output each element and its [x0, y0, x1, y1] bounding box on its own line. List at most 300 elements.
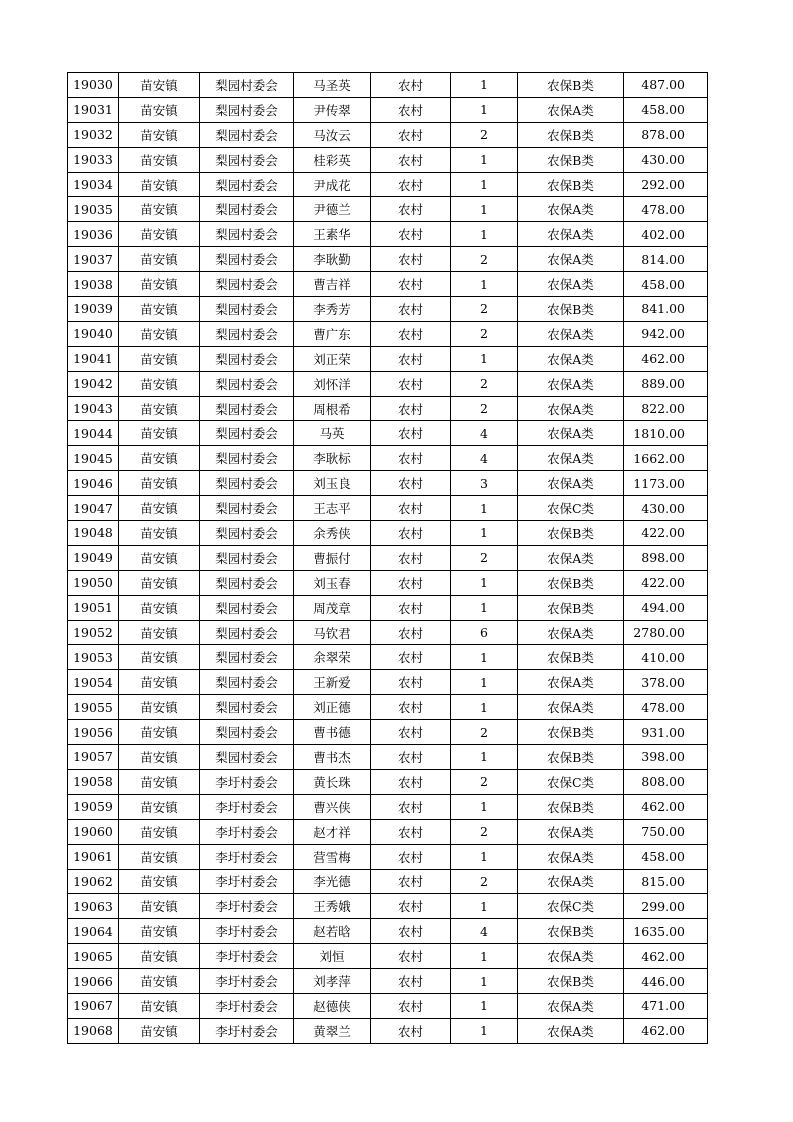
amount-cell: 750.00 — [624, 819, 708, 844]
member-count-cell: 1 — [451, 993, 518, 1018]
name-cell: 曹书杰 — [294, 745, 371, 770]
table-row — [68, 969, 708, 994]
town-cell: 苗安镇 — [119, 396, 200, 421]
village-committee-cell: 梨园村委会 — [200, 720, 294, 745]
name-cell: 周茂章 — [294, 595, 371, 620]
name-cell: 李耿标 — [294, 446, 371, 471]
record-id-cell: 19059 — [68, 794, 119, 819]
amount-cell: 462.00 — [624, 794, 708, 819]
household-type-cell: 农村 — [371, 570, 451, 595]
village-committee-cell: 梨园村委会 — [200, 247, 294, 272]
member-count-cell: 1 — [451, 595, 518, 620]
table-row — [68, 570, 708, 595]
category-cell: 农保A类 — [518, 346, 624, 371]
member-count-cell: 2 — [451, 297, 518, 322]
town-cell: 苗安镇 — [119, 993, 200, 1018]
member-count-cell: 2 — [451, 769, 518, 794]
town-cell: 苗安镇 — [119, 745, 200, 770]
household-type-cell: 农村 — [371, 321, 451, 346]
town-cell: 苗安镇 — [119, 944, 200, 969]
amount-cell: 889.00 — [624, 371, 708, 396]
table-row — [68, 720, 708, 745]
table-row — [68, 371, 708, 396]
amount-cell: 1810.00 — [624, 421, 708, 446]
member-count-cell: 2 — [451, 247, 518, 272]
household-type-cell: 农村 — [371, 172, 451, 197]
table-row — [68, 844, 708, 869]
category-cell: 农保B类 — [518, 645, 624, 670]
table-row — [68, 595, 708, 620]
name-cell: 马英 — [294, 421, 371, 446]
town-cell: 苗安镇 — [119, 496, 200, 521]
record-id-cell: 19044 — [68, 421, 119, 446]
name-cell: 赵才祥 — [294, 819, 371, 844]
record-id-cell: 19035 — [68, 197, 119, 222]
record-id-cell: 19033 — [68, 147, 119, 172]
name-cell: 曹书德 — [294, 720, 371, 745]
household-type-cell: 农村 — [371, 247, 451, 272]
household-type-cell: 农村 — [371, 595, 451, 620]
town-cell: 苗安镇 — [119, 670, 200, 695]
name-cell: 赵若晗 — [294, 919, 371, 944]
household-type-cell: 农村 — [371, 97, 451, 122]
category-cell: 农保C类 — [518, 496, 624, 521]
table-row — [68, 222, 708, 247]
name-cell: 李秀芳 — [294, 297, 371, 322]
town-cell: 苗安镇 — [119, 545, 200, 570]
household-type-cell: 农村 — [371, 272, 451, 297]
table-row — [68, 272, 708, 297]
record-id-cell: 19038 — [68, 272, 119, 297]
record-id-cell: 19032 — [68, 122, 119, 147]
category-cell: 农保A类 — [518, 272, 624, 297]
amount-cell: 815.00 — [624, 869, 708, 894]
member-count-cell: 1 — [451, 969, 518, 994]
town-cell: 苗安镇 — [119, 570, 200, 595]
member-count-cell: 1 — [451, 844, 518, 869]
category-cell: 农保B类 — [518, 720, 624, 745]
record-id-cell: 19062 — [68, 869, 119, 894]
name-cell: 李耿勤 — [294, 247, 371, 272]
name-cell: 尹传翠 — [294, 97, 371, 122]
village-committee-cell: 梨园村委会 — [200, 446, 294, 471]
name-cell: 刘怀洋 — [294, 371, 371, 396]
name-cell: 曹广东 — [294, 321, 371, 346]
table-row — [68, 346, 708, 371]
town-cell: 苗安镇 — [119, 894, 200, 919]
amount-cell: 422.00 — [624, 521, 708, 546]
name-cell: 尹成花 — [294, 172, 371, 197]
category-cell: 农保A类 — [518, 545, 624, 570]
table-row — [68, 197, 708, 222]
town-cell: 苗安镇 — [119, 222, 200, 247]
village-committee-cell: 梨园村委会 — [200, 222, 294, 247]
name-cell: 黄长珠 — [294, 769, 371, 794]
member-count-cell: 1 — [451, 645, 518, 670]
household-type-cell: 农村 — [371, 794, 451, 819]
record-id-cell: 19043 — [68, 396, 119, 421]
name-cell: 王素华 — [294, 222, 371, 247]
member-count-cell: 1 — [451, 794, 518, 819]
household-type-cell: 农村 — [371, 695, 451, 720]
town-cell: 苗安镇 — [119, 297, 200, 322]
category-cell: 农保B类 — [518, 521, 624, 546]
amount-cell: 458.00 — [624, 272, 708, 297]
record-id-cell: 19060 — [68, 819, 119, 844]
record-id-cell: 19068 — [68, 1018, 119, 1043]
record-id-cell: 19051 — [68, 595, 119, 620]
member-count-cell: 1 — [451, 172, 518, 197]
category-cell: 农保B类 — [518, 969, 624, 994]
amount-cell: 462.00 — [624, 944, 708, 969]
category-cell: 农保A类 — [518, 620, 624, 645]
member-count-cell: 1 — [451, 670, 518, 695]
record-id-cell: 19034 — [68, 172, 119, 197]
town-cell: 苗安镇 — [119, 645, 200, 670]
category-cell: 农保A类 — [518, 944, 624, 969]
name-cell: 赵德侠 — [294, 993, 371, 1018]
household-type-cell: 农村 — [371, 496, 451, 521]
village-committee-cell: 李圩村委会 — [200, 869, 294, 894]
record-id-cell: 19045 — [68, 446, 119, 471]
village-committee-cell: 梨园村委会 — [200, 496, 294, 521]
town-cell: 苗安镇 — [119, 471, 200, 496]
town-cell: 苗安镇 — [119, 421, 200, 446]
amount-cell: 478.00 — [624, 197, 708, 222]
table-row — [68, 894, 708, 919]
town-cell: 苗安镇 — [119, 272, 200, 297]
household-type-cell: 农村 — [371, 745, 451, 770]
amount-cell: 898.00 — [624, 545, 708, 570]
table-row — [68, 446, 708, 471]
category-cell: 农保B类 — [518, 297, 624, 322]
category-cell: 农保A类 — [518, 1018, 624, 1043]
amount-cell: 931.00 — [624, 720, 708, 745]
record-id-cell: 19052 — [68, 620, 119, 645]
name-cell: 李光德 — [294, 869, 371, 894]
household-type-cell: 农村 — [371, 446, 451, 471]
village-committee-cell: 梨园村委会 — [200, 670, 294, 695]
table-row — [68, 670, 708, 695]
name-cell: 刘正荣 — [294, 346, 371, 371]
member-count-cell: 2 — [451, 371, 518, 396]
name-cell: 刘恒 — [294, 944, 371, 969]
town-cell: 苗安镇 — [119, 371, 200, 396]
village-committee-cell: 梨园村委会 — [200, 172, 294, 197]
record-id-cell: 19065 — [68, 944, 119, 969]
amount-cell: 942.00 — [624, 321, 708, 346]
category-cell: 农保A类 — [518, 371, 624, 396]
household-type-cell: 农村 — [371, 969, 451, 994]
table-row — [68, 122, 708, 147]
amount-cell: 446.00 — [624, 969, 708, 994]
name-cell: 桂彩英 — [294, 147, 371, 172]
record-id-cell: 19067 — [68, 993, 119, 1018]
member-count-cell: 1 — [451, 1018, 518, 1043]
village-committee-cell: 梨园村委会 — [200, 396, 294, 421]
village-committee-cell: 梨园村委会 — [200, 272, 294, 297]
household-type-cell: 农村 — [371, 944, 451, 969]
table-body — [68, 73, 708, 1044]
household-type-cell: 农村 — [371, 645, 451, 670]
village-committee-cell: 梨园村委会 — [200, 421, 294, 446]
town-cell: 苗安镇 — [119, 247, 200, 272]
village-committee-cell: 梨园村委会 — [200, 321, 294, 346]
member-count-cell: 1 — [451, 521, 518, 546]
household-type-cell: 农村 — [371, 769, 451, 794]
town-cell: 苗安镇 — [119, 197, 200, 222]
amount-cell: 299.00 — [624, 894, 708, 919]
town-cell: 苗安镇 — [119, 446, 200, 471]
member-count-cell: 1 — [451, 73, 518, 98]
table-row — [68, 794, 708, 819]
record-id-cell: 19047 — [68, 496, 119, 521]
household-type-cell: 农村 — [371, 396, 451, 421]
amount-cell: 478.00 — [624, 695, 708, 720]
household-type-cell: 农村 — [371, 844, 451, 869]
record-id-cell: 19063 — [68, 894, 119, 919]
category-cell: 农保B类 — [518, 122, 624, 147]
category-cell: 农保B类 — [518, 172, 624, 197]
amount-cell: 494.00 — [624, 595, 708, 620]
amount-cell: 458.00 — [624, 97, 708, 122]
name-cell: 王志平 — [294, 496, 371, 521]
name-cell: 尹德兰 — [294, 197, 371, 222]
name-cell: 马钦君 — [294, 620, 371, 645]
town-cell: 苗安镇 — [119, 769, 200, 794]
table-row — [68, 297, 708, 322]
village-committee-cell: 梨园村委会 — [200, 97, 294, 122]
table-row — [68, 869, 708, 894]
amount-cell: 814.00 — [624, 247, 708, 272]
village-committee-cell: 梨园村委会 — [200, 595, 294, 620]
table-row — [68, 421, 708, 446]
record-id-cell: 19031 — [68, 97, 119, 122]
category-cell: 农保B类 — [518, 919, 624, 944]
record-id-cell: 19055 — [68, 695, 119, 720]
member-count-cell: 2 — [451, 720, 518, 745]
household-type-cell: 农村 — [371, 371, 451, 396]
amount-cell: 2780.00 — [624, 620, 708, 645]
town-cell: 苗安镇 — [119, 122, 200, 147]
amount-cell: 430.00 — [624, 147, 708, 172]
member-count-cell: 2 — [451, 321, 518, 346]
amount-cell: 378.00 — [624, 670, 708, 695]
village-committee-cell: 梨园村委会 — [200, 73, 294, 98]
name-cell: 余翠荣 — [294, 645, 371, 670]
name-cell: 曹兴侠 — [294, 794, 371, 819]
member-count-cell: 2 — [451, 869, 518, 894]
amount-cell: 462.00 — [624, 346, 708, 371]
village-committee-cell: 李圩村委会 — [200, 794, 294, 819]
table-row — [68, 1018, 708, 1043]
amount-cell: 398.00 — [624, 745, 708, 770]
town-cell: 苗安镇 — [119, 595, 200, 620]
village-committee-cell: 李圩村委会 — [200, 769, 294, 794]
village-committee-cell: 李圩村委会 — [200, 969, 294, 994]
village-committee-cell: 李圩村委会 — [200, 819, 294, 844]
member-count-cell: 3 — [451, 471, 518, 496]
record-id-cell: 19048 — [68, 521, 119, 546]
amount-cell: 402.00 — [624, 222, 708, 247]
village-committee-cell: 李圩村委会 — [200, 1018, 294, 1043]
name-cell: 刘正德 — [294, 695, 371, 720]
amount-cell: 1635.00 — [624, 919, 708, 944]
town-cell: 苗安镇 — [119, 695, 200, 720]
table-row — [68, 769, 708, 794]
village-committee-cell: 李圩村委会 — [200, 919, 294, 944]
category-cell: 农保A类 — [518, 446, 624, 471]
household-type-cell: 农村 — [371, 471, 451, 496]
table-row — [68, 471, 708, 496]
village-committee-cell: 梨园村委会 — [200, 521, 294, 546]
household-type-cell: 农村 — [371, 620, 451, 645]
category-cell: 农保A类 — [518, 321, 624, 346]
member-count-cell: 4 — [451, 919, 518, 944]
category-cell: 农保A类 — [518, 97, 624, 122]
town-cell: 苗安镇 — [119, 869, 200, 894]
record-id-cell: 19049 — [68, 545, 119, 570]
amount-cell: 462.00 — [624, 1018, 708, 1043]
household-type-cell: 农村 — [371, 894, 451, 919]
town-cell: 苗安镇 — [119, 1018, 200, 1043]
household-type-cell: 农村 — [371, 197, 451, 222]
table-row — [68, 745, 708, 770]
member-count-cell: 1 — [451, 745, 518, 770]
name-cell: 余秀侠 — [294, 521, 371, 546]
category-cell: 农保A类 — [518, 197, 624, 222]
record-id-cell: 19040 — [68, 321, 119, 346]
village-committee-cell: 梨园村委会 — [200, 197, 294, 222]
name-cell: 曹振付 — [294, 545, 371, 570]
table-row — [68, 147, 708, 172]
table-row — [68, 321, 708, 346]
town-cell: 苗安镇 — [119, 521, 200, 546]
category-cell: 农保A类 — [518, 695, 624, 720]
table-row — [68, 172, 708, 197]
record-id-cell: 19058 — [68, 769, 119, 794]
name-cell: 黄翠兰 — [294, 1018, 371, 1043]
household-type-cell: 农村 — [371, 1018, 451, 1043]
data-table — [67, 72, 708, 1044]
village-committee-cell: 梨园村委会 — [200, 545, 294, 570]
table-row — [68, 521, 708, 546]
member-count-cell: 1 — [451, 197, 518, 222]
category-cell: 农保A类 — [518, 396, 624, 421]
category-cell: 农保B类 — [518, 745, 624, 770]
member-count-cell: 1 — [451, 944, 518, 969]
record-id-cell: 19056 — [68, 720, 119, 745]
category-cell: 农保B类 — [518, 570, 624, 595]
record-id-cell: 19053 — [68, 645, 119, 670]
category-cell: 农保A类 — [518, 471, 624, 496]
table-row — [68, 73, 708, 98]
category-cell: 农保B类 — [518, 794, 624, 819]
village-committee-cell: 李圩村委会 — [200, 993, 294, 1018]
record-id-cell: 19036 — [68, 222, 119, 247]
name-cell: 曹吉祥 — [294, 272, 371, 297]
amount-cell: 458.00 — [624, 844, 708, 869]
record-id-cell: 19064 — [68, 919, 119, 944]
record-id-cell: 19037 — [68, 247, 119, 272]
record-id-cell: 19039 — [68, 297, 119, 322]
village-committee-cell: 梨园村委会 — [200, 147, 294, 172]
record-id-cell: 19054 — [68, 670, 119, 695]
category-cell: 农保A类 — [518, 670, 624, 695]
category-cell: 农保A类 — [518, 993, 624, 1018]
table-row — [68, 496, 708, 521]
table-row — [68, 545, 708, 570]
village-committee-cell: 梨园村委会 — [200, 695, 294, 720]
town-cell: 苗安镇 — [119, 919, 200, 944]
household-type-cell: 农村 — [371, 819, 451, 844]
household-type-cell: 农村 — [371, 670, 451, 695]
member-count-cell: 2 — [451, 122, 518, 147]
member-count-cell: 1 — [451, 695, 518, 720]
category-cell: 农保C类 — [518, 894, 624, 919]
record-id-cell: 19042 — [68, 371, 119, 396]
member-count-cell: 1 — [451, 496, 518, 521]
table-row — [68, 993, 708, 1018]
table-row — [68, 645, 708, 670]
record-id-cell: 19046 — [68, 471, 119, 496]
household-type-cell: 农村 — [371, 521, 451, 546]
amount-cell: 1173.00 — [624, 471, 708, 496]
member-count-cell: 1 — [451, 346, 518, 371]
table-row — [68, 97, 708, 122]
town-cell: 苗安镇 — [119, 147, 200, 172]
household-type-cell: 农村 — [371, 993, 451, 1018]
amount-cell: 878.00 — [624, 122, 708, 147]
name-cell: 营雪梅 — [294, 844, 371, 869]
member-count-cell: 1 — [451, 570, 518, 595]
household-type-cell: 农村 — [371, 122, 451, 147]
record-id-cell: 19057 — [68, 745, 119, 770]
household-type-cell: 农村 — [371, 919, 451, 944]
town-cell: 苗安镇 — [119, 346, 200, 371]
town-cell: 苗安镇 — [119, 97, 200, 122]
village-committee-cell: 梨园村委会 — [200, 570, 294, 595]
record-id-cell: 19050 — [68, 570, 119, 595]
village-committee-cell: 李圩村委会 — [200, 844, 294, 869]
table-row — [68, 396, 708, 421]
village-committee-cell: 梨园村委会 — [200, 346, 294, 371]
town-cell: 苗安镇 — [119, 844, 200, 869]
member-count-cell: 1 — [451, 222, 518, 247]
category-cell: 农保A类 — [518, 421, 624, 446]
record-id-cell: 19061 — [68, 844, 119, 869]
name-cell: 马圣英 — [294, 73, 371, 98]
village-committee-cell: 梨园村委会 — [200, 471, 294, 496]
amount-cell: 1662.00 — [624, 446, 708, 471]
table-row — [68, 247, 708, 272]
member-count-cell: 2 — [451, 396, 518, 421]
name-cell: 王秀娥 — [294, 894, 371, 919]
amount-cell: 808.00 — [624, 769, 708, 794]
town-cell: 苗安镇 — [119, 73, 200, 98]
member-count-cell: 1 — [451, 272, 518, 297]
category-cell: 农保A类 — [518, 247, 624, 272]
town-cell: 苗安镇 — [119, 969, 200, 994]
category-cell: 农保B类 — [518, 73, 624, 98]
member-count-cell: 4 — [451, 421, 518, 446]
table-row — [68, 919, 708, 944]
member-count-cell: 4 — [451, 446, 518, 471]
member-count-cell: 1 — [451, 894, 518, 919]
village-committee-cell: 梨园村委会 — [200, 371, 294, 396]
category-cell: 农保B类 — [518, 147, 624, 172]
category-cell: 农保A类 — [518, 869, 624, 894]
